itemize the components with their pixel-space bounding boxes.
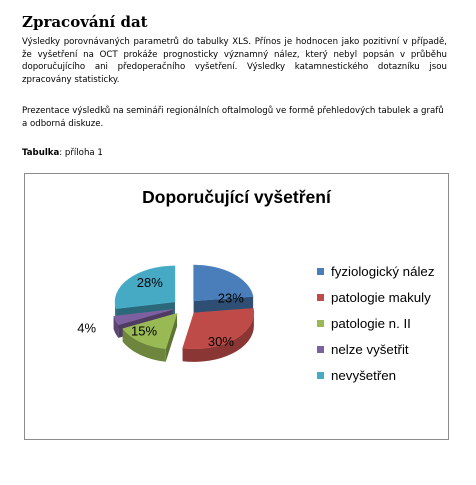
legend-item-2 xyxy=(317,290,434,316)
legend-label-3: patologie n. II xyxy=(331,316,411,331)
legend-item-4 xyxy=(317,342,434,368)
legend-item-3 xyxy=(317,316,434,342)
data-label-2: 30% xyxy=(207,333,234,349)
legend-swatch-1 xyxy=(317,268,324,275)
legend-swatch-5 xyxy=(317,372,324,379)
legend-swatch-4 xyxy=(317,346,324,353)
chart-legend xyxy=(317,264,434,394)
legend-label-5: nevyšetřen xyxy=(331,368,397,383)
table-label: Tabulka xyxy=(22,148,60,158)
legend-swatch-2 xyxy=(317,294,324,301)
legend-label-1: fyziologický nález xyxy=(331,264,435,279)
table-reference xyxy=(22,147,103,159)
legend-item-5 xyxy=(317,368,434,394)
chart-title: Doporučující vyšetření xyxy=(142,187,331,207)
data-label-4: 4% xyxy=(77,320,97,336)
legend-label-4: nelze vyšetřit xyxy=(331,342,409,357)
table-note: : příloha 1 xyxy=(59,148,103,158)
data-label-5: 28% xyxy=(136,275,163,291)
chart-container xyxy=(24,173,449,440)
section-heading: Zpracování dat xyxy=(22,13,148,31)
paragraph-presentation: Prezentace výsledků na semináři regionálních oftalmologů ve formě přehledových tabulek a grafů a odborná diskuze. xyxy=(22,106,444,129)
legend-label-2: patologie makuly xyxy=(331,290,431,305)
data-label-1: 23% xyxy=(217,290,244,306)
data-label-3: 15% xyxy=(131,323,158,339)
paragraph-results: Výsledky porovnávaných parametrů do tabulky XLS. Přínos je hodnocen jako pozitivní v případě, že vyšetření na OCT prokáže prognosticky významný nález, který nebyl popsán v průběhu doporučujícího ani předoperačního vyšetření. Výsledky katamnestického dotazníku jsou zpracovány statisticky. xyxy=(22,37,447,85)
legend-swatch-3 xyxy=(317,320,324,327)
legend-item-1 xyxy=(317,264,434,290)
